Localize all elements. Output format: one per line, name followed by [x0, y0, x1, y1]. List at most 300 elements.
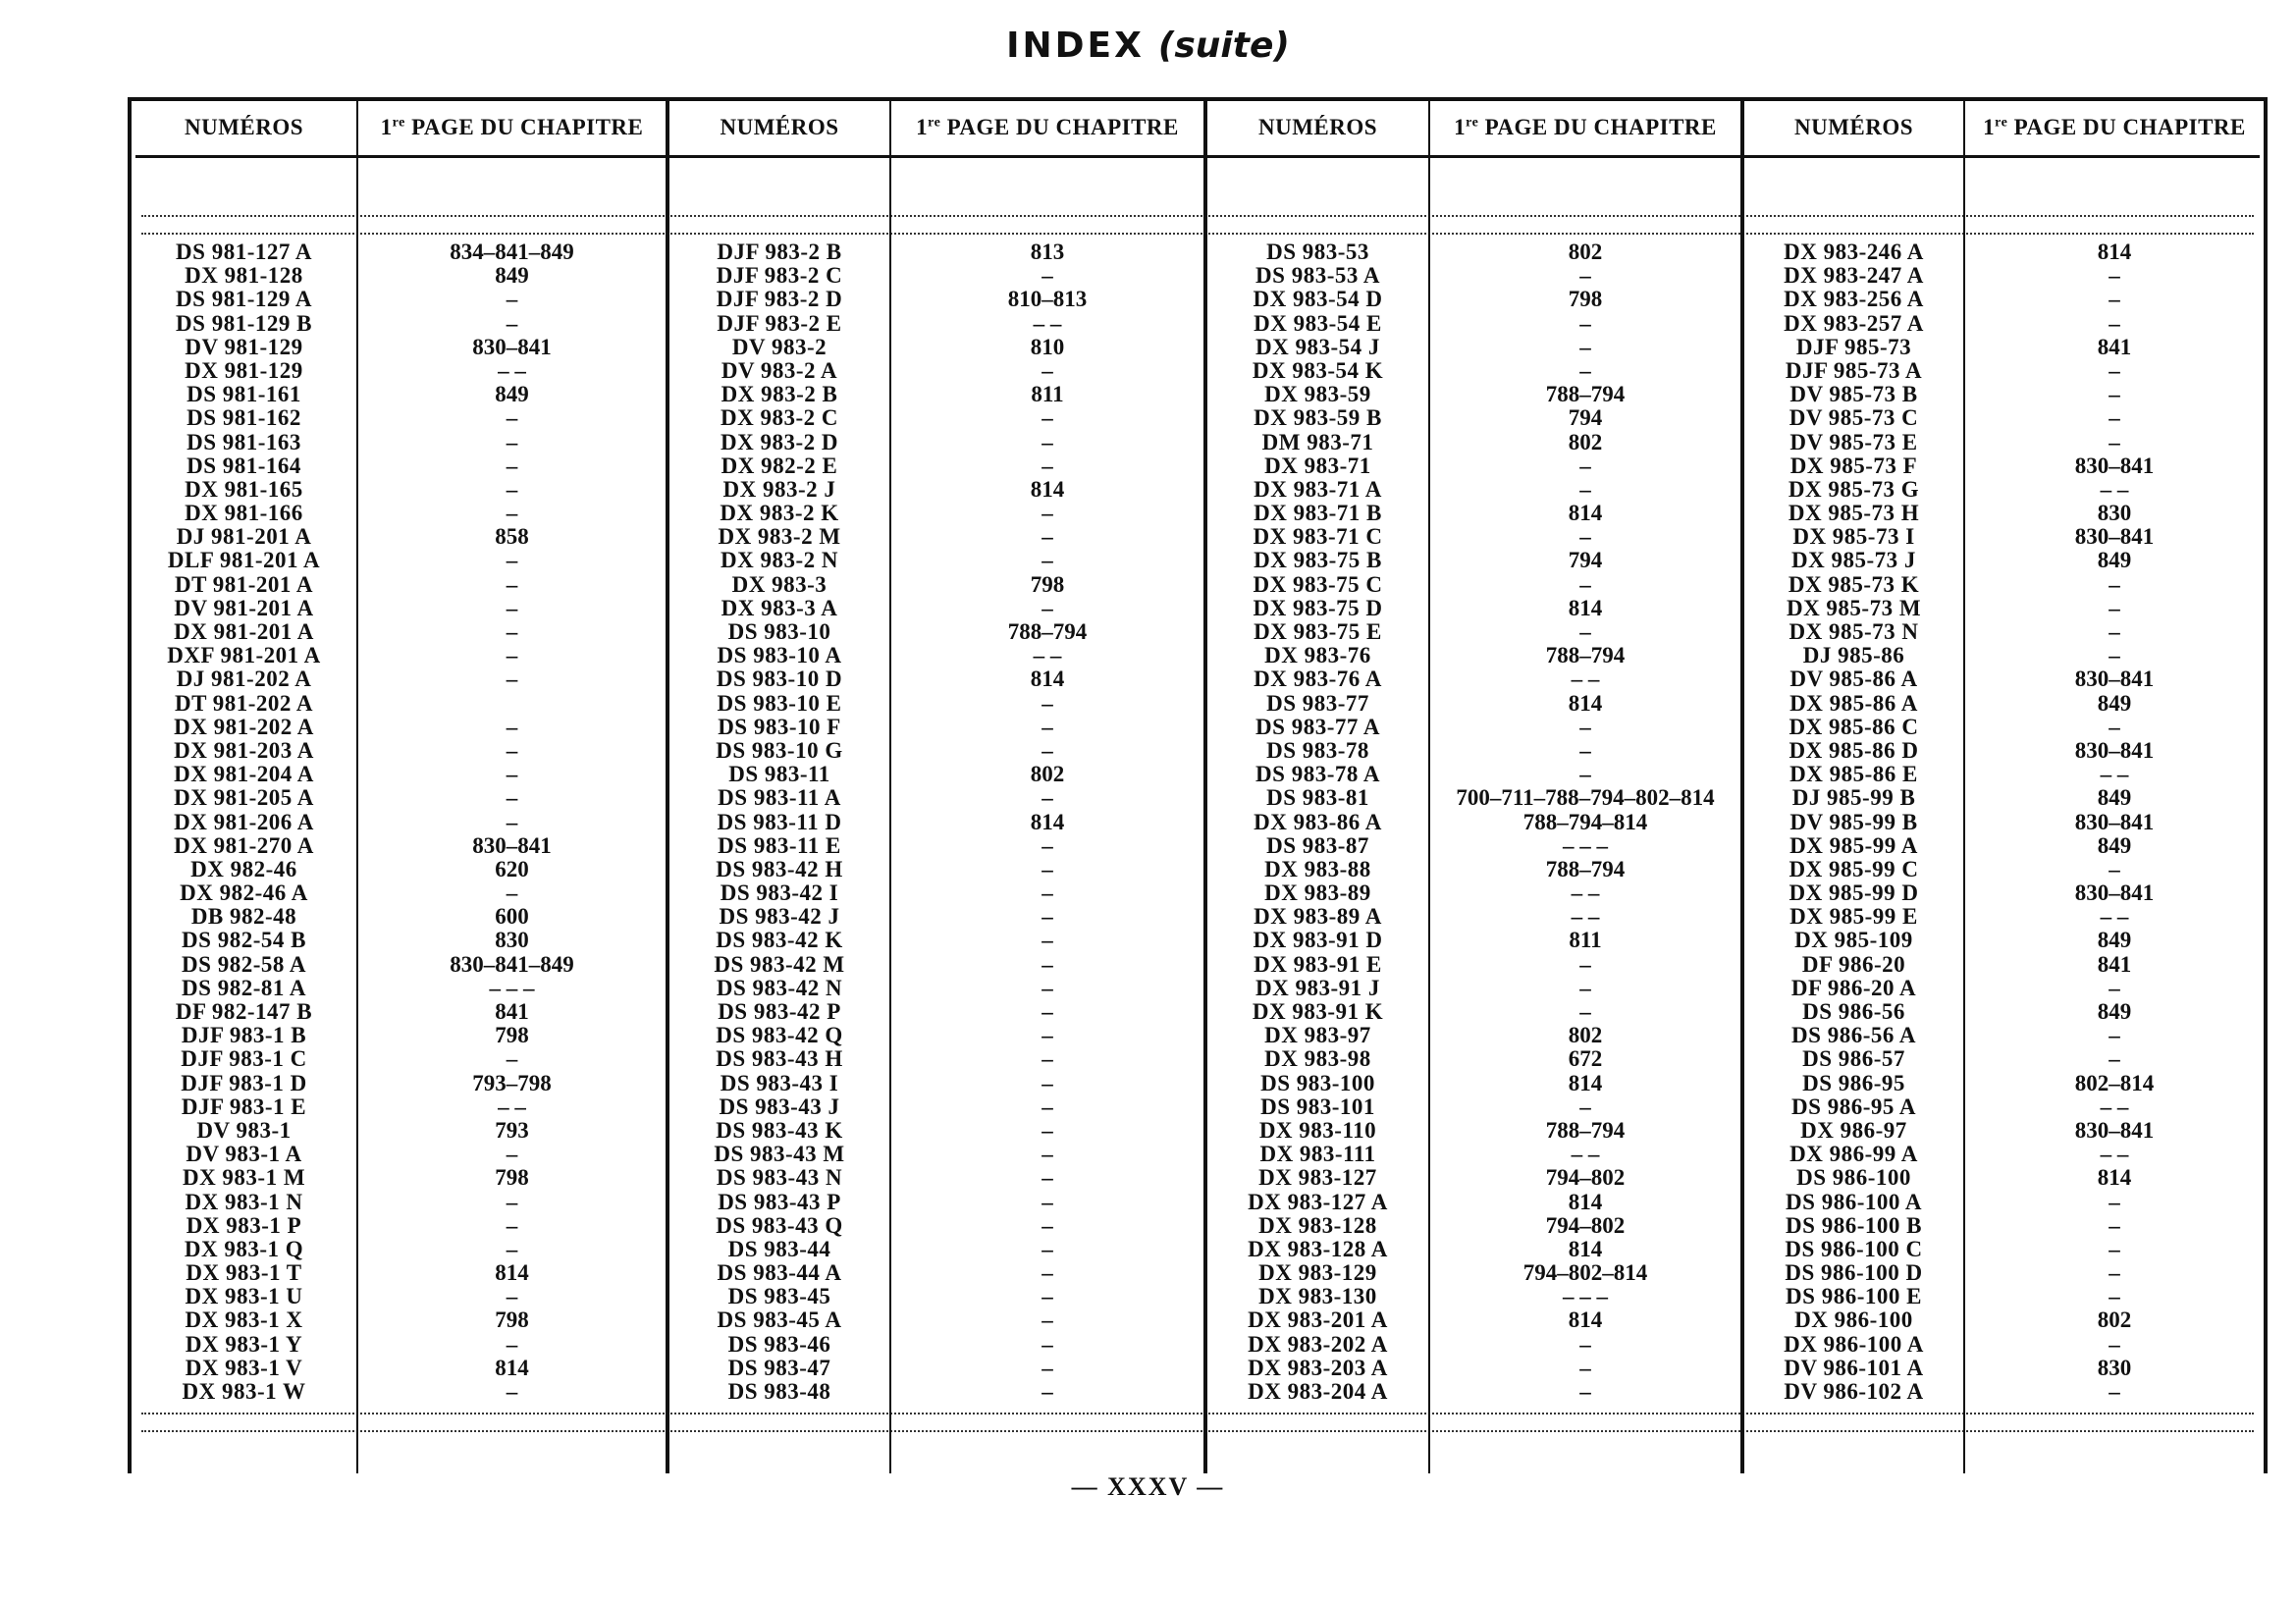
index-number: DX 983-204 A	[1248, 1379, 1388, 1404]
chapter-page: –	[506, 1046, 518, 1072]
index-number: DV 985-73 E	[1789, 429, 1918, 454]
group4-numbers	[1744, 240, 1963, 1404]
chapter-page: 814	[1030, 809, 1065, 834]
index-number: DS 982-58 A	[182, 951, 306, 977]
index-number: DXF 981-201 A	[167, 643, 321, 668]
index-number: DX 985-99 A	[1789, 832, 1918, 858]
chapter-page: 811	[1031, 382, 1064, 407]
chapter-page: –	[1041, 548, 1053, 573]
chapter-page: –	[1579, 334, 1591, 359]
index-number: DS 986-100 B	[1786, 1212, 1922, 1238]
index-number: DS 983-42 H	[716, 856, 843, 881]
index-number: DX 983-130	[1258, 1284, 1377, 1309]
chapter-page: 802	[1568, 429, 1603, 454]
chapter-page: 788–794	[1545, 856, 1626, 881]
index-number: DX 983-129	[1258, 1260, 1377, 1286]
index-number: DS 981-163	[187, 429, 301, 454]
index-number: DS 983-78 A	[1255, 762, 1380, 787]
chapter-page: –	[1041, 999, 1053, 1024]
index-number: DX 982-46	[190, 856, 297, 881]
chapter-page: –	[1041, 690, 1053, 716]
index-number: DS 986-57	[1802, 1046, 1905, 1072]
chapter-page: – –	[2100, 1142, 2129, 1167]
chapter-page: –	[1041, 1355, 1053, 1380]
column-header-page	[358, 115, 666, 140]
dotted-rule-lower	[141, 1413, 2254, 1414]
chapter-page: 814	[2097, 1165, 2132, 1191]
index-number: DV 983-2	[731, 334, 828, 359]
chapter-page: 830–841	[472, 832, 552, 858]
index-number: DX 983-86 A	[1254, 809, 1382, 834]
chapter-page: –	[506, 548, 518, 573]
index-number: DX 983-71 C	[1253, 524, 1383, 550]
index-number: DF 986-20 A	[1790, 975, 1917, 1000]
index-number: DS 983-53 A	[1255, 263, 1380, 289]
index-number: DX 981-205 A	[174, 785, 314, 811]
chapter-page: – – –	[489, 975, 535, 1000]
index-number: DS 982-81 A	[182, 975, 306, 1000]
index-number: DX 985-86 D	[1789, 737, 1919, 763]
chapter-page: 830–841	[2074, 809, 2155, 834]
chapter-page: –	[1579, 357, 1591, 383]
index-number: DS 983-48	[727, 1379, 831, 1404]
chapter-page: –	[1041, 714, 1053, 739]
chapter-page: 858	[495, 524, 529, 550]
chapter-page: –	[1041, 1331, 1053, 1357]
chapter-page: – –	[2100, 904, 2129, 930]
page-rest: PAGE DU CHAPITRE	[404, 115, 644, 139]
index-number: DX 983-89	[1264, 881, 1371, 906]
index-number: DX 983-1 Y	[185, 1331, 303, 1357]
index-number: DX 983-128	[1258, 1212, 1377, 1238]
index-number: DJF 985-73	[1795, 334, 1912, 359]
index-number: DX 983-97	[1264, 1023, 1371, 1048]
column-header-page	[1430, 115, 1740, 140]
index-number: DX 985-99 D	[1789, 881, 1919, 906]
chapter-page: 849	[2097, 785, 2132, 811]
index-number: DX 983-71 B	[1254, 501, 1382, 526]
chapter-page: 802–814	[2074, 1070, 2155, 1095]
chapter-page: –	[506, 1379, 518, 1404]
chapter-page: 830–841–849	[450, 951, 574, 977]
chapter-page: –	[1041, 1046, 1053, 1072]
index-number: DX 983-2 B	[721, 382, 838, 407]
chapter-page: –	[2109, 405, 2120, 431]
index-number: DX 983-110	[1258, 1117, 1377, 1143]
chapter-page: 700–711–788–794–802–814	[1456, 785, 1715, 811]
index-number: DJF 985-73 A	[1785, 357, 1923, 383]
chapter-page: 788–794–814	[1522, 809, 1648, 834]
index-number: DX 983-1 V	[185, 1355, 303, 1380]
chapter-page: – –	[2100, 762, 2129, 787]
page-prefix: 1	[380, 115, 393, 139]
index-number: DS 983-42 Q	[716, 1023, 843, 1048]
index-number: DS 986-100 E	[1786, 1284, 1922, 1309]
chapter-page: –	[1041, 1189, 1053, 1214]
index-number: DJF 983-2 D	[716, 287, 843, 312]
index-number: DS 983-11 E	[718, 832, 841, 858]
index-number: DS 981-129 B	[176, 310, 312, 336]
index-number: DX 986-99 A	[1789, 1142, 1918, 1167]
chapter-page: –	[2109, 357, 2120, 383]
chapter-page: 672	[1568, 1046, 1603, 1072]
index-number: DS 983-101	[1260, 1094, 1375, 1119]
index-number: DX 983-127	[1258, 1165, 1377, 1191]
index-number: DV 985-99 B	[1789, 809, 1918, 834]
title-index: INDEX	[1006, 26, 1145, 66]
index-number: DJ 985-99 B	[1791, 785, 1916, 811]
index-number: DS 983-77	[1266, 690, 1369, 716]
chapter-page: 849	[495, 263, 529, 289]
index-number: DX 983-75 C	[1253, 571, 1383, 597]
index-number: DX 983-54 J	[1255, 334, 1380, 359]
chapter-page: –	[506, 619, 518, 644]
chapter-page: –	[1041, 1307, 1053, 1333]
chapter-page: –	[1579, 453, 1591, 478]
index-number: DX 983-1 N	[185, 1189, 303, 1214]
index-number: DX 983-1 X	[185, 1307, 303, 1333]
index-number: DS 986-95 A	[1791, 1094, 1916, 1119]
index-number: DS 981-127 A	[176, 240, 312, 264]
chapter-page: –	[2109, 595, 2120, 620]
page-rest: PAGE DU CHAPITRE	[2007, 115, 2246, 139]
index-number: DX 983-2 C	[721, 405, 838, 431]
chapter-page: –	[2109, 1284, 2120, 1309]
index-number: DX 983-3	[731, 571, 828, 597]
dotted-rule-lower-2	[141, 1430, 2254, 1432]
chapter-page: –	[506, 429, 518, 454]
index-number: DS 983-43 P	[718, 1189, 841, 1214]
chapter-page: –	[506, 1142, 518, 1167]
chapter-page: 798	[495, 1307, 529, 1333]
index-number: DJ 985-86	[1802, 643, 1905, 668]
index-number: DX 983-257 A	[1784, 310, 1924, 336]
index-number: DX 985-73 M	[1786, 595, 1922, 620]
index-number: DJ 981-201 A	[176, 524, 312, 550]
chapter-page: 794–802	[1545, 1212, 1626, 1238]
index-number: DX 983-91 E	[1254, 951, 1382, 977]
chapter-page: –	[2109, 310, 2120, 336]
chapter-page: –	[1579, 737, 1591, 763]
index-number: DB 982-48	[190, 904, 297, 930]
chapter-page: 830–841	[2074, 737, 2155, 763]
index-number: DS 986-100	[1796, 1165, 1911, 1191]
chapter-page: –	[1579, 619, 1591, 644]
index-number: DX 983-71	[1264, 453, 1371, 478]
chapter-page: –	[1041, 832, 1053, 858]
page-title	[0, 26, 2296, 66]
index-number: DS 983-10 A	[717, 643, 842, 668]
index-number: DS 986-100 D	[1785, 1260, 1923, 1286]
chapter-page: –	[1041, 928, 1053, 953]
chapter-page: 798	[495, 1023, 529, 1048]
index-number: DX 985-73 H	[1788, 501, 1920, 526]
index-number: DX 983-2 J	[722, 476, 836, 502]
column-header-page	[1965, 115, 2264, 140]
index-number: DS 983-77 A	[1255, 714, 1380, 739]
chapter-page: 814	[2097, 240, 2132, 264]
index-number: DX 983-1 U	[185, 1284, 303, 1309]
chapter-page: –	[2109, 287, 2120, 312]
index-number: DX 983-203 A	[1248, 1355, 1388, 1380]
chapter-page: 814	[1568, 1070, 1603, 1095]
chapter-page: 793–798	[472, 1070, 552, 1095]
index-number: DJF 983-1 C	[181, 1046, 307, 1072]
index-number: DS 983-78	[1266, 737, 1369, 763]
chapter-page: 802	[1568, 1023, 1603, 1048]
chapter-page: –	[2109, 263, 2120, 289]
index-number: DX 983-2 K	[720, 501, 839, 526]
index-number: DS 981-161	[187, 382, 301, 407]
index-number: DS 982-54 B	[182, 928, 306, 953]
index-number: DX 982-2 E	[721, 453, 838, 478]
index-number: DX 983-91 J	[1255, 975, 1380, 1000]
index-number: DX 983-1 T	[186, 1260, 302, 1286]
chapter-page	[358, 692, 666, 716]
index-number: DS 983-43 M	[714, 1142, 845, 1167]
index-number: DX 985-86 E	[1789, 762, 1918, 787]
index-number: DS 983-43 Q	[716, 1212, 843, 1238]
chapter-page: –	[1579, 263, 1591, 289]
index-number: DX 982-46 A	[180, 881, 308, 906]
index-number: DS 983-10 E	[717, 690, 842, 716]
chapter-page: 814	[1568, 595, 1603, 620]
index-number: DX 985-86 C	[1789, 714, 1919, 739]
chapter-page: –	[1041, 1165, 1053, 1191]
index-number: DS 983-43 I	[720, 1070, 839, 1095]
chapter-page: 813	[1030, 240, 1065, 264]
index-number: DV 985-86 A	[1789, 667, 1918, 692]
index-number: DV 983-2 A	[721, 357, 838, 383]
chapter-page: 841	[2097, 951, 2132, 977]
chapter-page: –	[1041, 1236, 1053, 1261]
chapter-page: –	[1041, 501, 1053, 526]
chapter-page: –	[506, 595, 518, 620]
index-number: DX 986-100 A	[1784, 1331, 1924, 1357]
index-number: DX 983-59 B	[1254, 405, 1382, 431]
chapter-page: 793	[495, 1117, 529, 1143]
table-top-rule	[128, 97, 2268, 101]
index-number: DX 983-91 K	[1252, 999, 1384, 1024]
index-number: DX 983-98	[1264, 1046, 1371, 1072]
index-number: DV 985-73 C	[1789, 405, 1919, 431]
chapter-page: 849	[2097, 548, 2132, 573]
index-number: DX 983-75 E	[1254, 619, 1382, 644]
chapter-page: 798	[495, 1165, 529, 1191]
chapter-page: 600	[495, 904, 529, 930]
chapter-page: –	[1041, 881, 1053, 906]
index-number: DT 981-202 A	[174, 690, 314, 716]
chapter-page: 814	[1568, 1236, 1603, 1261]
chapter-page: –	[1579, 1331, 1591, 1357]
chapter-page: 794–802–814	[1522, 1260, 1648, 1286]
chapter-page: 798	[1030, 571, 1065, 597]
index-number: DX 981-128	[185, 263, 303, 289]
dotted-rule-upper-2	[141, 233, 2254, 235]
column-header-numeros: NUMÉROS	[720, 115, 839, 139]
chapter-page: 830	[495, 928, 529, 953]
chapter-page: –	[2109, 429, 2120, 454]
chapter-page: – –	[1571, 881, 1600, 906]
group3-numbers	[1207, 240, 1428, 1404]
chapter-page: –	[506, 453, 518, 478]
index-number: DLF 981-201 A	[167, 548, 321, 573]
chapter-page: –	[2109, 714, 2120, 739]
chapter-page: –	[1579, 1094, 1591, 1119]
chapter-page: – –	[498, 1094, 526, 1119]
index-number: DX 985-99 C	[1789, 856, 1919, 881]
chapter-page: –	[1579, 762, 1591, 787]
index-number: DX 985-73 I	[1792, 524, 1915, 550]
chapter-page: 841	[2097, 334, 2132, 359]
index-number: DS 986-100 C	[1785, 1236, 1923, 1261]
index-number: DX 985-109	[1794, 928, 1913, 953]
chapter-page: –	[506, 737, 518, 763]
index-number: DX 981-204 A	[174, 762, 314, 787]
index-number: DX 983-256 A	[1784, 287, 1924, 312]
chapter-page: –	[1041, 1284, 1053, 1309]
index-number: DV 983-1 A	[186, 1142, 302, 1167]
chapter-page: – –	[1571, 904, 1600, 930]
index-number: DF 982-147 B	[175, 999, 313, 1024]
index-number: DX 983-75 D	[1253, 595, 1383, 620]
index-number: DX 983-128 A	[1248, 1236, 1388, 1261]
index-number: DS 983-43 H	[716, 1046, 843, 1072]
index-number: DS 986-56	[1802, 999, 1905, 1024]
index-number: DX 986-97	[1800, 1117, 1907, 1143]
index-number: DJF 983-2 C	[716, 263, 843, 289]
chapter-page: –	[2109, 1046, 2120, 1072]
chapter-page: –	[1579, 714, 1591, 739]
index-number: DJ 981-202 A	[176, 667, 312, 692]
page-rest: PAGE DU CHAPITRE	[940, 115, 1179, 139]
chapter-page: 830–841	[2074, 667, 2155, 692]
chapter-page: –	[1579, 975, 1591, 1000]
index-number: DS 981-162	[187, 405, 301, 431]
chapter-page: –	[506, 476, 518, 502]
index-number: DX 983-2 N	[721, 548, 838, 573]
chapter-page: –	[1041, 429, 1053, 454]
index-number: DT 981-201 A	[174, 571, 314, 597]
chapter-page: –	[2109, 382, 2120, 407]
chapter-page: –	[506, 714, 518, 739]
chapter-page: – –	[1571, 667, 1600, 692]
index-number: DS 983-46	[727, 1331, 831, 1357]
index-table	[128, 97, 2268, 1473]
chapter-page: –	[506, 405, 518, 431]
chapter-page: –	[1041, 1070, 1053, 1095]
chapter-page: 814	[1568, 501, 1603, 526]
chapter-page: – –	[2100, 476, 2129, 502]
column-header-page	[891, 115, 1203, 140]
index-number: DX 985-73 F	[1789, 453, 1918, 478]
chapter-page: 814	[1030, 667, 1065, 692]
index-number: DS 983-43 N	[716, 1165, 843, 1191]
chapter-page: –	[1041, 1379, 1053, 1404]
index-number: DX 983-3 A	[721, 595, 838, 620]
chapter-page: 814	[495, 1260, 529, 1286]
index-number: DX 981-270 A	[174, 832, 314, 858]
chapter-page: –	[506, 571, 518, 597]
index-number: DX 981-203 A	[174, 737, 314, 763]
chapter-page: 830–841	[2074, 453, 2155, 478]
index-number: DX 985-73 G	[1788, 476, 1920, 502]
index-number: DV 985-73 B	[1789, 382, 1918, 407]
table-right-border	[2264, 101, 2268, 1473]
chapter-page: –	[506, 1236, 518, 1261]
chapter-page: 814	[1030, 476, 1065, 502]
chapter-page: –	[1041, 1212, 1053, 1238]
index-number: DX 983-76	[1264, 643, 1371, 668]
chapter-page: 814	[1568, 690, 1603, 716]
chapter-page: –	[1041, 1094, 1053, 1119]
index-number: DS 983-11 A	[718, 785, 841, 811]
index-number: DX 985-86 A	[1789, 690, 1918, 716]
index-number: DS 983-10	[727, 619, 831, 644]
chapter-page: 788–794	[1007, 619, 1088, 644]
title-suite: (suite)	[1157, 26, 1290, 66]
index-number: DX 983-71 A	[1254, 476, 1382, 502]
chapter-page: –	[1041, 975, 1053, 1000]
index-number: DX 983-247 A	[1784, 263, 1924, 289]
chapter-page: 794	[1568, 548, 1603, 573]
index-number: DS 983-81	[1266, 785, 1369, 811]
index-number: DS 983-47	[727, 1355, 831, 1380]
index-number: DV 983-1	[196, 1117, 292, 1143]
chapter-page: –	[1041, 737, 1053, 763]
index-number: DS 986-95	[1802, 1070, 1905, 1095]
chapter-page: –	[1579, 1379, 1591, 1404]
chapter-page: 830–841	[472, 334, 552, 359]
index-number: DS 983-42 J	[719, 904, 840, 930]
chapter-page: 830–841	[2074, 524, 2155, 550]
chapter-page: –	[2109, 1379, 2120, 1404]
chapter-page: 830	[2097, 1355, 2132, 1380]
chapter-page: –	[1041, 453, 1053, 478]
chapter-page: –	[506, 762, 518, 787]
index-number: DJF 983-1 E	[181, 1094, 307, 1119]
chapter-page: –	[1041, 951, 1053, 977]
index-number: DF 986-20	[1801, 951, 1906, 977]
index-number: DS 983-100	[1260, 1070, 1375, 1095]
index-number: DS 981-129 A	[176, 287, 312, 312]
index-number: DX 983-88	[1264, 856, 1371, 881]
chapter-page: –	[1579, 310, 1591, 336]
chapter-page: 788–794	[1545, 643, 1626, 668]
index-number: DS 983-42 K	[716, 928, 843, 953]
chapter-page: 811	[1569, 928, 1602, 953]
chapter-page: –	[2109, 1260, 2120, 1286]
dotted-rule-upper	[141, 215, 2254, 217]
group2-pages	[891, 240, 1203, 1404]
chapter-page: –	[506, 667, 518, 692]
chapter-page: 834–841–849	[450, 240, 574, 264]
chapter-page: –	[506, 643, 518, 668]
index-number: DJF 983-2 B	[717, 240, 842, 264]
chapter-page: –	[1579, 999, 1591, 1024]
chapter-page: 620	[495, 856, 529, 881]
index-number: DX 983-75 B	[1254, 548, 1382, 573]
chapter-page: 830	[2097, 501, 2132, 526]
index-number: DX 981-166	[185, 501, 303, 526]
index-number: DS 986-100 A	[1786, 1189, 1922, 1214]
chapter-page: –	[1041, 904, 1053, 930]
chapter-page: –	[2109, 643, 2120, 668]
chapter-page: – –	[1033, 643, 1062, 668]
chapter-page: – – –	[1563, 832, 1608, 858]
chapter-page: – –	[2100, 1094, 2129, 1119]
index-number: DS 983-11 D	[717, 809, 842, 834]
